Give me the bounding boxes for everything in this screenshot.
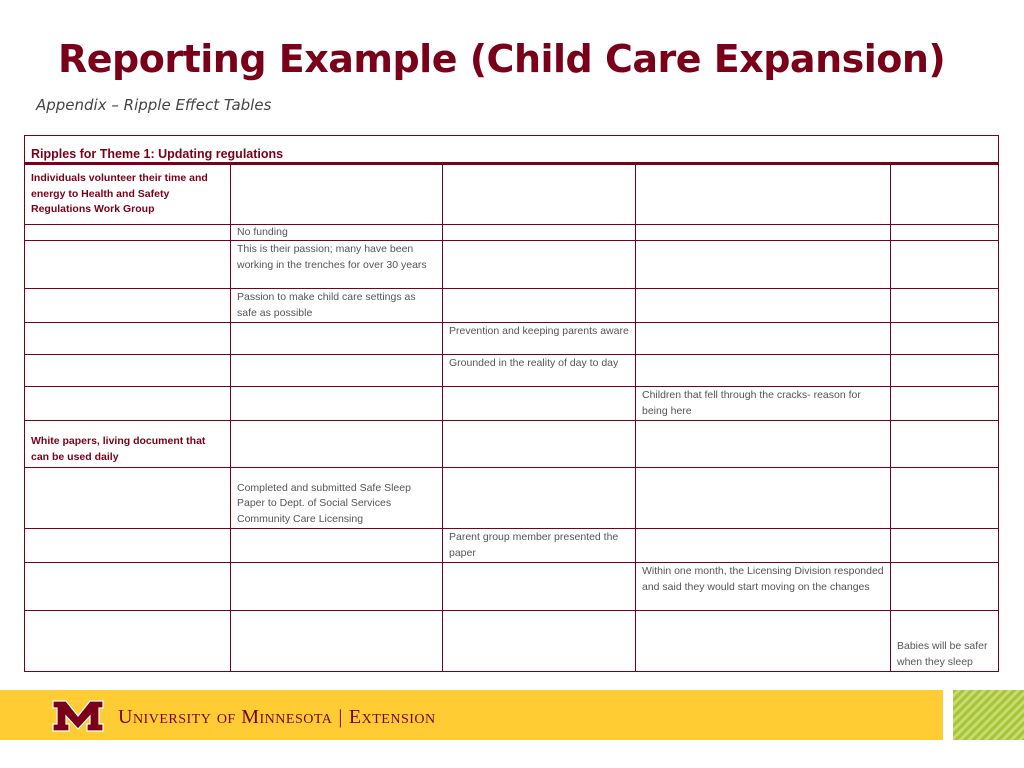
- extension-name: Extension: [348, 706, 436, 728]
- table-cell: No funding: [231, 225, 443, 241]
- table-row: [25, 241, 999, 289]
- wordmark-separator: |: [338, 706, 343, 728]
- table-cell: [891, 563, 999, 611]
- table-cell: [25, 611, 231, 672]
- table-cell: [443, 164, 636, 225]
- table-cell: [891, 421, 999, 468]
- table-cell: [443, 225, 636, 241]
- table-cell: [231, 529, 443, 563]
- table-cell: Parent group member presented the paper: [443, 529, 636, 563]
- ripple-effect-table: [24, 135, 999, 672]
- table-cell: [636, 421, 891, 468]
- table-row: [25, 387, 999, 421]
- table-row: [25, 164, 999, 225]
- table-row: [25, 355, 999, 387]
- table-row: [25, 611, 999, 672]
- table-cell: [636, 529, 891, 563]
- table-cell: Individuals volunteer their time and energy to Health and Safety Regulations Work Group: [25, 164, 231, 225]
- table-row: [25, 421, 999, 468]
- table-cell: [231, 355, 443, 387]
- table-row: [25, 468, 999, 529]
- table-cell: [25, 387, 231, 421]
- table-cell: [443, 563, 636, 611]
- table-cell: [231, 323, 443, 355]
- table-cell: [636, 225, 891, 241]
- table-cell: [25, 289, 231, 323]
- theme-title: Ripples for Theme 1: Updating regulations: [25, 136, 999, 164]
- table-cell: [25, 355, 231, 387]
- table-cell: [443, 289, 636, 323]
- table-cell: [636, 323, 891, 355]
- table-cell: Completed and submitted Safe Sleep Paper to Dept. of Social Services Community Care Licensing: [231, 468, 443, 529]
- table-cell: [231, 421, 443, 468]
- table-cell: [25, 468, 231, 529]
- table-cell: [231, 164, 443, 225]
- table-cell: [25, 225, 231, 241]
- table-cell: [891, 468, 999, 529]
- table-cell: [636, 289, 891, 323]
- table-cell: [891, 241, 999, 289]
- footer-accent-strip: [953, 690, 1024, 740]
- table-cell: [891, 387, 999, 421]
- table-cell: [636, 355, 891, 387]
- table-cell: [231, 387, 443, 421]
- table-cell: [636, 241, 891, 289]
- table-cell: [25, 241, 231, 289]
- table-cell: Passion to make child care settings as safe as possible: [231, 289, 443, 323]
- table-cell: Babies will be safer when they sleep: [891, 611, 999, 672]
- table-cell: [891, 225, 999, 241]
- table-row: [25, 289, 999, 323]
- table-cell: Prevention and keeping parents aware: [443, 323, 636, 355]
- table-cell: [231, 611, 443, 672]
- table-row: [25, 225, 999, 241]
- table-cell: [636, 468, 891, 529]
- table-row: [25, 323, 999, 355]
- theme-header-row: [25, 136, 999, 164]
- table-cell: [891, 164, 999, 225]
- table-cell: This is their passion; many have been working in the trenches for over 30 years: [231, 241, 443, 289]
- university-name: University of Minnesota: [118, 706, 333, 728]
- table-cell: [636, 164, 891, 225]
- table-cell: [231, 563, 443, 611]
- table-row: [25, 563, 999, 611]
- table-cell: [891, 355, 999, 387]
- table-cell: White papers, living document that can be used daily: [25, 421, 231, 468]
- slide-title: Reporting Example (Child Care Expansion): [58, 37, 946, 81]
- table-cell: [443, 611, 636, 672]
- table-cell: [25, 529, 231, 563]
- table-cell: [25, 323, 231, 355]
- table-cell: Children that fell through the cracks- reason for being here: [636, 387, 891, 421]
- table-cell: [891, 529, 999, 563]
- table-cell: [891, 289, 999, 323]
- table-cell: [443, 241, 636, 289]
- table-cell: [443, 387, 636, 421]
- table-cell: [25, 563, 231, 611]
- table-cell: [443, 468, 636, 529]
- table-cell: [443, 421, 636, 468]
- table-cell: Within one month, the Licensing Division responded and said they would start moving on the changes: [636, 563, 891, 611]
- footer-wordmark: [118, 704, 436, 730]
- table-cell: [891, 323, 999, 355]
- slide-subtitle: Appendix – Ripple Effect Tables: [36, 96, 272, 114]
- block-m-logo-icon: [52, 700, 104, 732]
- table-row: [25, 529, 999, 563]
- table-cell: Grounded in the reality of day to day: [443, 355, 636, 387]
- table-cell: [636, 611, 891, 672]
